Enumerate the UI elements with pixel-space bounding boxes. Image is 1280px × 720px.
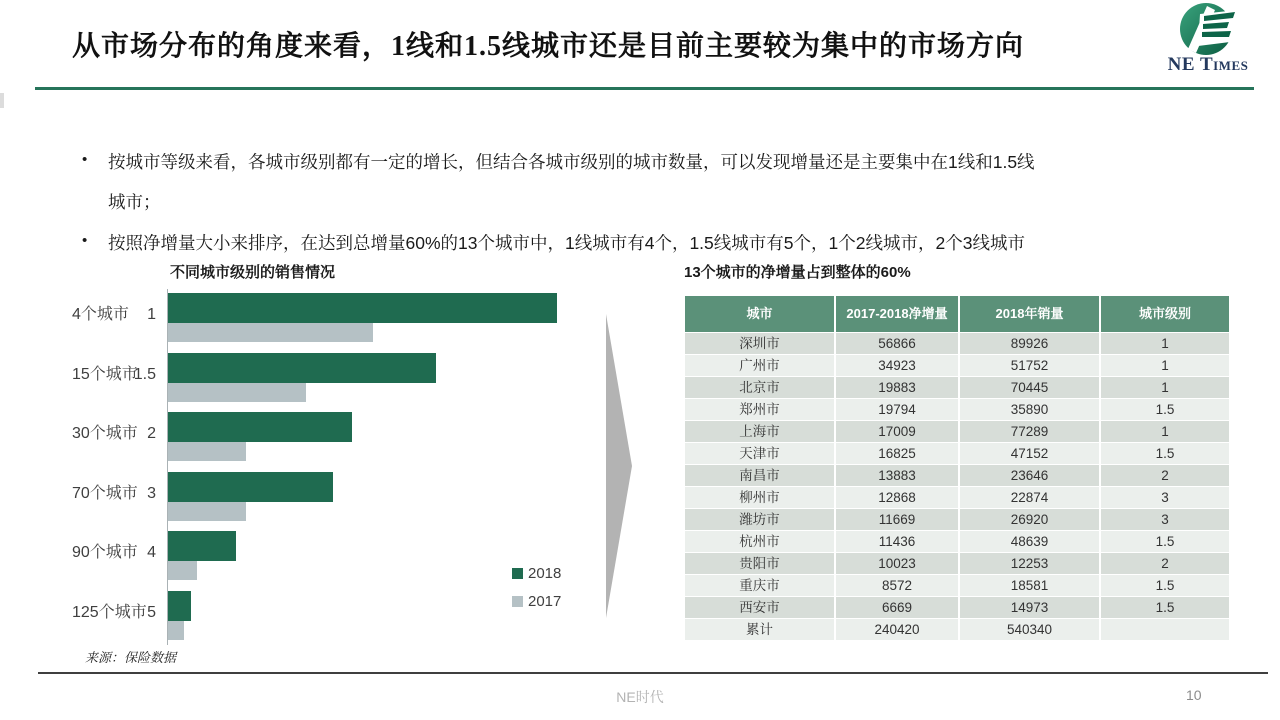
table-header-cell: 2017-2018净增量 bbox=[836, 296, 958, 332]
bullet-text-line: 城市； bbox=[108, 192, 161, 212]
table-header-row bbox=[685, 296, 1229, 332]
table-row bbox=[685, 465, 1229, 486]
right-arrow-icon bbox=[598, 308, 638, 627]
bar-2018 bbox=[168, 293, 557, 323]
table-cell: 240420 bbox=[836, 619, 958, 640]
bullet-marker: • bbox=[82, 232, 88, 249]
category-tier-label: 4 bbox=[147, 544, 156, 561]
table-cell: 16825 bbox=[836, 443, 958, 464]
table-cell: 35890 bbox=[960, 399, 1099, 420]
category-city-count-label: 90个城市 bbox=[72, 544, 138, 561]
table-cell: 广州市 bbox=[685, 355, 834, 376]
bar-2018 bbox=[168, 531, 236, 561]
table-cell: 1 bbox=[1101, 377, 1229, 398]
table-cell: 22874 bbox=[960, 487, 1099, 508]
table-row bbox=[685, 619, 1229, 640]
logo-brand-text: NE Times bbox=[1167, 54, 1249, 75]
chart-title: 不同城市级别的销售情况 bbox=[170, 264, 336, 281]
table-row bbox=[685, 553, 1229, 574]
table-cell: 48639 bbox=[960, 531, 1099, 552]
bullet-text-line: 按照净增量大小来排序，在达到总增量60%的13个城市中，1线城市有4个，1.5线城市有5个，1个2线城市，2个3线城市 bbox=[108, 233, 1025, 253]
table-cell: 贵阳市 bbox=[685, 553, 834, 574]
legend-swatch-2018 bbox=[512, 568, 523, 579]
bar-2018 bbox=[168, 591, 191, 621]
legend-entry-2018 bbox=[512, 565, 561, 582]
category-tier-label: 1.5 bbox=[133, 366, 156, 383]
table-cell: 北京市 bbox=[685, 377, 834, 398]
category-city-count-label: 4个城市 bbox=[72, 306, 129, 323]
table-cell: 3 bbox=[1101, 487, 1229, 508]
table-cell: 3 bbox=[1101, 509, 1229, 530]
legend-label-2017: 2017 bbox=[528, 593, 562, 610]
table-cell: 11669 bbox=[836, 509, 958, 530]
table-cell: 柳州市 bbox=[685, 487, 834, 508]
table-cell: 56866 bbox=[836, 333, 958, 354]
bar-2018 bbox=[168, 472, 333, 502]
category-tier-label: 3 bbox=[147, 485, 156, 502]
bullet-item-1 bbox=[80, 142, 1240, 222]
table-cell: 12868 bbox=[836, 487, 958, 508]
table-header-cell: 2018年销量 bbox=[960, 296, 1099, 332]
slide-edge-mark bbox=[0, 93, 4, 108]
bar-2018 bbox=[168, 412, 352, 442]
table-header-cell: 城市 bbox=[685, 296, 834, 332]
footer-brand-text: NE时代 bbox=[616, 689, 664, 705]
table-row bbox=[685, 509, 1229, 530]
table-row bbox=[685, 421, 1229, 442]
chart-category-row bbox=[60, 291, 605, 342]
table-cell: 10023 bbox=[836, 553, 958, 574]
city-data-table bbox=[685, 296, 1229, 641]
table-row bbox=[685, 597, 1229, 618]
table-cell: 18581 bbox=[960, 575, 1099, 596]
table-cell: 17009 bbox=[836, 421, 958, 442]
table-row bbox=[685, 399, 1229, 420]
category-city-count-label: 30个城市 bbox=[72, 425, 138, 442]
table-cell: 深圳市 bbox=[685, 333, 834, 354]
table-cell: 6669 bbox=[836, 597, 958, 618]
table-row bbox=[685, 443, 1229, 464]
table-cell: 8572 bbox=[836, 575, 958, 596]
table-cell: 1 bbox=[1101, 355, 1229, 376]
category-city-count-label: 70个城市 bbox=[72, 485, 138, 502]
table-cell: 累计 bbox=[685, 619, 834, 640]
table-cell: 1 bbox=[1101, 333, 1229, 354]
bullet-marker: • bbox=[82, 151, 88, 168]
title-divider bbox=[35, 87, 1254, 90]
table-cell: 12253 bbox=[960, 553, 1099, 574]
page-number: 10 bbox=[1186, 687, 1202, 703]
category-city-count-label: 125个城市 bbox=[72, 604, 147, 621]
bar-2018 bbox=[168, 353, 436, 383]
table-cell: 19794 bbox=[836, 399, 958, 420]
legend-entry-2017 bbox=[512, 593, 561, 610]
legend-swatch-2017 bbox=[512, 596, 523, 607]
table-cell: 1 bbox=[1101, 421, 1229, 442]
table-cell: 2 bbox=[1101, 553, 1229, 574]
table-cell: 34923 bbox=[836, 355, 958, 376]
table-cell: 1.5 bbox=[1101, 575, 1229, 596]
table-cell: 南昌市 bbox=[685, 465, 834, 486]
table-cell: 13883 bbox=[836, 465, 958, 486]
table-header-cell: 城市级别 bbox=[1101, 296, 1229, 332]
table-cell: 1.5 bbox=[1101, 443, 1229, 464]
table-cell: 天津市 bbox=[685, 443, 834, 464]
table-cell: 重庆市 bbox=[685, 575, 834, 596]
chart-category-row bbox=[60, 351, 605, 402]
table-cell: 郑州市 bbox=[685, 399, 834, 420]
table-cell: 1.5 bbox=[1101, 399, 1229, 420]
table-cell: 540340 bbox=[960, 619, 1099, 640]
table-cell: 47152 bbox=[960, 443, 1099, 464]
page-title: 从市场分布的角度来看，1线和1.5线城市还是目前主要较为集中的市场方向 bbox=[72, 31, 1025, 62]
table-cell: 51752 bbox=[960, 355, 1099, 376]
bullet-item-2 bbox=[80, 223, 1240, 263]
table-cell: 77289 bbox=[960, 421, 1099, 442]
table-title: 13个城市的净增量占到整体的60% bbox=[684, 264, 911, 281]
table-cell: 杭州市 bbox=[685, 531, 834, 552]
table-cell: 23646 bbox=[960, 465, 1099, 486]
table-cell: 19883 bbox=[836, 377, 958, 398]
table-cell: 潍坊市 bbox=[685, 509, 834, 530]
legend-label-2018: 2018 bbox=[528, 565, 562, 582]
category-tier-label: 5 bbox=[147, 604, 156, 621]
table-cell: 11436 bbox=[836, 531, 958, 552]
footer-divider bbox=[38, 672, 1268, 674]
table-row bbox=[685, 487, 1229, 508]
table-row bbox=[685, 333, 1229, 354]
bullet-list bbox=[80, 142, 1240, 264]
table-row bbox=[685, 575, 1229, 596]
table-cell: 14973 bbox=[960, 597, 1099, 618]
bullet-text-line: 按城市等级来看，各城市级别都有一定的增长，但结合各城市级别的城市数量，可以发现增量还是主要集中在1线和1.5线 bbox=[108, 152, 1035, 172]
table-cell: 1.5 bbox=[1101, 531, 1229, 552]
table-cell: 1.5 bbox=[1101, 597, 1229, 618]
chart-category-row bbox=[60, 410, 605, 461]
table-cell: 上海市 bbox=[685, 421, 834, 442]
table-cell: 89926 bbox=[960, 333, 1099, 354]
table-cell: 西安市 bbox=[685, 597, 834, 618]
table-row bbox=[685, 377, 1229, 398]
category-city-count-label: 15个城市 bbox=[72, 366, 138, 383]
table-row bbox=[685, 531, 1229, 552]
source-note: 来源：保险数据 bbox=[85, 650, 177, 665]
category-tier-label: 2 bbox=[147, 425, 156, 442]
table-cell: 26920 bbox=[960, 509, 1099, 530]
table-cell: 70445 bbox=[960, 377, 1099, 398]
chart-category-row bbox=[60, 470, 605, 521]
table-row bbox=[685, 355, 1229, 376]
table-cell bbox=[1101, 619, 1229, 640]
table-cell: 2 bbox=[1101, 465, 1229, 486]
category-tier-label: 1 bbox=[147, 306, 156, 323]
